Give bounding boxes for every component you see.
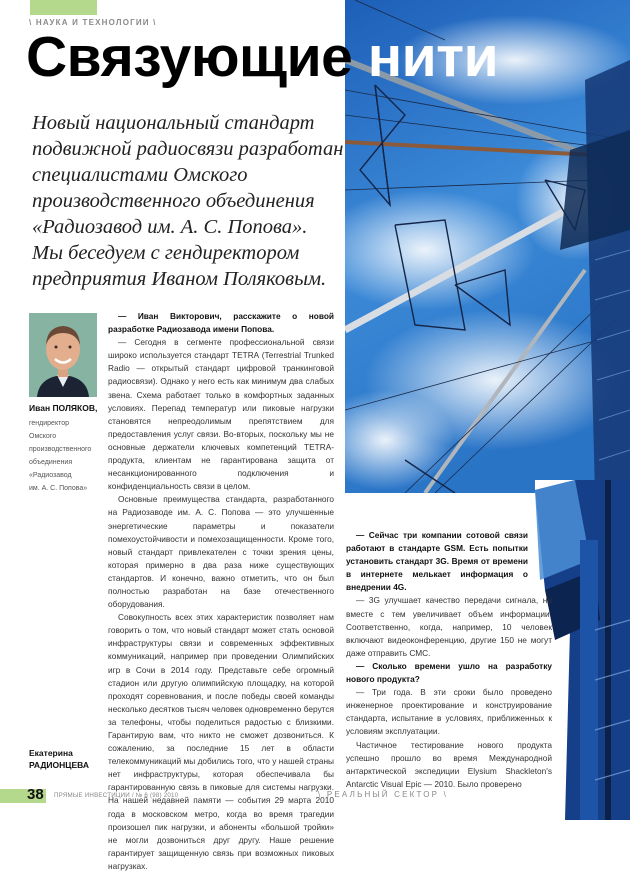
- lead-line: подвижной радиосвязи разработан: [32, 138, 344, 160]
- article-lead: [32, 110, 344, 292]
- page-number: 38: [27, 786, 44, 803]
- interview-answer: — Сегодня в сегменте профессиональной связи широко используется стандарт TETRA (Terrestrial Trunked Radio — открытый стандарт цифровой транкинговой радиосвязи). Однако у него есть как минимум два слабых звена. Схема работает только в комфортных заданных условиях. Перепад температур или пиковые нагрузки становятся непреодолимым препятствием для предоставления услуг связи. Во-вторых, поскольку мы не основные держатели ключевых компетенций TETRA-продукта, клиентам не гарантирована защита от несанкционированного подключения и конфиденциальность связи в целом.: [108, 337, 334, 492]
- interview-question: — Иван Викторович, расскажите о новой разработке Радиозавода имени Попова.: [108, 311, 334, 335]
- interviewee-role-line: Омского: [29, 433, 57, 440]
- interviewee-role-line: объединения: [29, 459, 73, 466]
- lead-line: специалистами Омского: [32, 164, 248, 186]
- footer-section-label: \ РЕАЛЬНЫЙ СЕКТОР \: [318, 790, 449, 799]
- portrait-illustration: [29, 313, 97, 397]
- interviewee-role-line: «Радиозавод: [29, 472, 72, 479]
- interview-answer: Основные преимущества стандарта, разработанного на Радиозаводе им. А. С. Попова — это улучшенные энергетические параметры и показатели помехоустойчивости и помехозащищенности. Кроме того, новый стандарт привлекателен с точки зрения цены, которая примерно в два раза ниже существующих стандартов. И конечно, важно отметить, что он был полностью разработан на базе отечественного оборудования.: [108, 494, 334, 610]
- interview-answer: Совокупность всех этих характеристик позволяет нам говорить о том, что новый стандарт может стать основой инфраструктуры связи и современных эффективных коммуникаций, например при проведении Олимпийских игр в Сочи в 2014 году. Представьте себе огромный стадион или другую олимпийскую площадку, на которой проходят соревнования, и после победы своей команды несколько десятков тысяч человек одновременно берутся за телефоны, чтобы поделиться радостью с близкими. Гарантирую вам, что никто не сможет дозвониться. К сожалению, за последние 15 лет в области телекоммуникаций мы добились того, что у нашей страны нет инфраструктуры, которая обеспечивала бы гарантированную связь в пиковые для системы нагрузки. На нашей недавней памяти — события 29 марта 2010 года в московском метро, когда во время трагедии произошел пик нагрузки, и абоненты «большой тройки» не могли дозвониться друг другу. Наше решение гарантирует защищенную связь при возможных пиковых нагрузках.: [108, 612, 334, 871]
- interview-question: — Сейчас три компании сотовой связи работают в стандарте GSM. Есть попытки установить стандарт 3G. Время от времени в интернете мелькает информация о внедрении 4G.: [346, 530, 528, 593]
- magazine-issue: ПРЯМЫЕ ИНВЕСТИЦИИ / № 6 (98) 2010: [54, 792, 179, 799]
- interviewee-name: Иван ПОЛЯКОВ,: [29, 403, 98, 413]
- lead-line: предприятия Иваном Поляковым.: [32, 268, 327, 290]
- article-title: [26, 26, 498, 88]
- interview-answer: Частичное тестирование нового продукта успешно прошло во время Международной антарктической экспедиции Elysium Shackleton's Antarctic Visual Epic — 2010. Было проверено: [346, 739, 552, 789]
- article-column-1: [108, 310, 334, 873]
- interviewee-role-line: гендиректор: [29, 420, 69, 427]
- section-rubric: \ НАУКА И ТЕХНОЛОГИИ \: [29, 18, 157, 27]
- interviewee-caption: [29, 403, 101, 495]
- interview-answer: — Три года. В эти сроки было проведено инженерное проектирование и конструирование стандарта, испытание в условиях, приближенных к условиям эксплуатации.: [346, 687, 552, 737]
- lead-line: производственного объединения: [32, 190, 315, 212]
- article-author: [29, 747, 89, 771]
- title-word-2: нити: [367, 25, 499, 89]
- author-last-name: РАДИОНЦЕВА: [29, 760, 90, 770]
- interview-question: — Сколько времени ушло на разработку нового продукта?: [346, 660, 552, 685]
- lead-line: «Радиозавод им. А. С. Попова».: [32, 216, 308, 238]
- interview-answer: — 3G улучшает качество передачи сигнала, но вместе с тем увеличивает объем информации. Соответственно, когда, например, 10 человек включают видеоконференцию, другие 150 не могут даже отправить СМС.: [346, 595, 552, 658]
- lead-line: Новый национальный стандарт: [32, 112, 315, 134]
- article-column-2: [346, 529, 552, 791]
- author-first-name: Екатерина: [29, 748, 73, 758]
- interviewee-role-line: производственного: [29, 446, 92, 453]
- top-accent-tab: [30, 0, 97, 15]
- title-word-1: Связующие: [26, 25, 353, 89]
- interviewee-portrait: [29, 313, 97, 397]
- interviewee-role-line: им. А. С. Попова»: [29, 485, 88, 492]
- lead-line: Мы беседуем с гендиректором: [32, 242, 300, 264]
